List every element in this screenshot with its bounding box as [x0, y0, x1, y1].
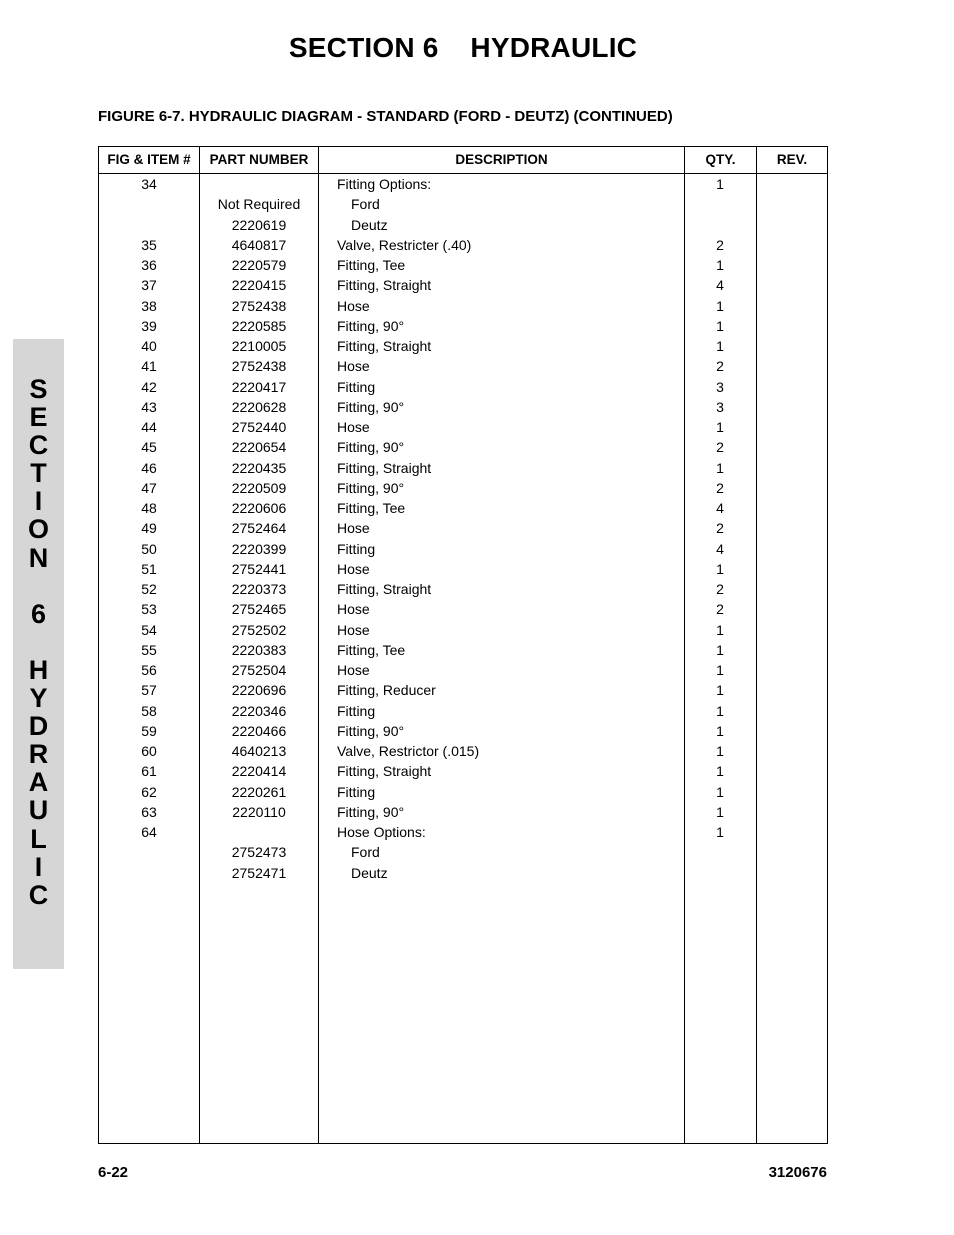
table-row	[99, 599, 827, 619]
page-number: 6-22	[98, 1164, 129, 1181]
cell-item-number: 58	[141, 702, 157, 719]
table-row	[99, 640, 827, 660]
cell-part-number: 2752440	[231, 419, 287, 435]
cell-description: Hose	[337, 601, 370, 618]
cell-description: Valve, Restricter (.40)	[337, 236, 472, 253]
table-row	[99, 660, 827, 680]
table-row	[99, 336, 827, 356]
cell-item-number: 39	[141, 317, 157, 334]
cell-description: Fitting, Straight	[337, 277, 432, 294]
cell-item-number: 45	[141, 439, 157, 456]
cell-item-number: 41	[141, 358, 157, 375]
figure-title: FIGURE 6-7. HYDRAULIC DIAGRAM - STANDARD (FORD - DEUTZ) (CONTINUED)	[98, 108, 673, 125]
cell-description: Fitting	[337, 702, 376, 719]
cell-item-number: 47	[141, 479, 157, 496]
cell-item-number: 53	[141, 601, 157, 618]
cell-item-number: 35	[141, 236, 157, 253]
cell-part-number: 2752464	[231, 520, 287, 537]
cell-description: Deutz	[351, 864, 388, 881]
cell-item-number: 64	[141, 824, 157, 840]
cell-part-number: Not Required	[217, 196, 301, 213]
cell-item-number: 46	[141, 459, 157, 476]
side-tab-letter: U	[28, 795, 49, 826]
cell-description: Fitting, 90°	[337, 317, 405, 334]
cell-qty: 1	[716, 763, 724, 780]
header-part-number: PART NUMBER	[209, 152, 309, 167]
side-tab-letter: S	[29, 374, 48, 404]
cell-part-number: 2220579	[231, 257, 287, 273]
cell-description: Hose	[337, 358, 370, 375]
cell-description: Hose	[337, 419, 370, 435]
cell-part-number: 2220399	[231, 540, 287, 557]
side-tab-letter: D	[28, 711, 49, 742]
header-description: DESCRIPTION	[455, 152, 548, 167]
cell-description: Fitting, 90°	[337, 803, 405, 820]
cell-part-number: 2220654	[231, 439, 287, 456]
cell-item-number: 48	[141, 500, 157, 516]
table-row	[99, 478, 827, 498]
cell-qty: 1	[716, 702, 724, 719]
cell-part-number: 2220585	[231, 317, 287, 334]
cell-qty: 1	[716, 662, 724, 678]
cell-qty: 2	[716, 479, 724, 496]
cell-qty: 2	[716, 439, 724, 456]
table-row	[99, 437, 827, 457]
cell-description: Fitting, 90°	[337, 439, 405, 456]
cell-qty: 1	[716, 783, 724, 800]
cell-item-number: 57	[141, 682, 157, 699]
cell-part-number: 2220346	[231, 702, 287, 719]
cell-part-number: 2220435	[231, 459, 287, 476]
cell-qty: 1	[716, 257, 724, 273]
cell-qty: 2	[716, 520, 724, 537]
cell-item-number: 59	[141, 722, 157, 739]
cell-description: Fitting	[337, 540, 376, 557]
cell-item-number: 44	[141, 419, 157, 435]
cell-part-number: 2752438	[231, 358, 287, 375]
cell-item-number: 49	[141, 520, 157, 537]
cell-item-number: 42	[141, 378, 157, 395]
cell-description: Fitting, Tee	[337, 500, 406, 516]
cell-part-number: 2220466	[231, 722, 287, 739]
cell-part-number: 2220606	[231, 500, 287, 516]
table-row	[99, 741, 827, 761]
table-row	[99, 417, 827, 437]
cell-part-number: 2752465	[231, 601, 287, 618]
cell-description: Fitting, Straight	[337, 581, 432, 597]
table-row	[99, 802, 827, 822]
cell-qty: 2	[716, 358, 724, 375]
cell-item-number: 63	[141, 803, 157, 820]
cell-part-number: 4640213	[231, 743, 287, 759]
cell-item-number: 50	[141, 540, 157, 557]
cell-description: Fitting	[337, 378, 376, 395]
table-row	[99, 498, 827, 518]
side-tab-letter: A	[28, 767, 49, 798]
cell-item-number: 56	[141, 662, 157, 678]
cell-description: Ford	[351, 196, 380, 213]
cell-description: Hose	[337, 520, 370, 537]
table-row	[99, 255, 827, 275]
table-row	[99, 579, 827, 599]
cell-description: Fitting, Tee	[337, 641, 406, 658]
cell-item-number: 61	[141, 763, 157, 780]
cell-qty: 1	[716, 338, 724, 354]
cell-part-number: 2210005	[231, 338, 287, 354]
table-body	[99, 174, 827, 883]
cell-qty: 2	[716, 601, 724, 618]
table-row	[99, 680, 827, 700]
side-tab-letter: C	[28, 879, 49, 910]
table-row	[99, 316, 827, 336]
header-item: FIG & ITEM #	[107, 152, 191, 167]
cell-qty: 1	[716, 317, 724, 334]
cell-qty: 1	[716, 459, 724, 476]
cell-qty: 1	[716, 419, 724, 435]
cell-qty: 1	[716, 641, 724, 658]
side-tab-letter: T	[30, 458, 47, 489]
page-title: SECTION 6 HYDRAULIC	[288, 32, 638, 63]
cell-description: Fitting, 90°	[337, 479, 405, 496]
table-row	[99, 397, 827, 417]
cell-description: Hose	[337, 662, 370, 678]
cell-description: Fitting	[337, 783, 376, 800]
cell-qty: 2	[716, 236, 724, 253]
table-row	[99, 235, 827, 255]
parts-table	[98, 146, 828, 1144]
cell-part-number: 2220414	[231, 763, 287, 780]
cell-item-number: 43	[141, 398, 157, 415]
cell-part-number: 2752473	[231, 844, 287, 861]
side-tab-letter: Y	[29, 683, 48, 714]
table-row	[99, 194, 827, 214]
cell-part-number: 2220417	[231, 378, 287, 395]
cell-item-number: 51	[141, 560, 157, 577]
side-tab-letter: E	[29, 402, 48, 433]
cell-item-number: 34	[141, 176, 157, 192]
cell-description: Fitting, Straight	[337, 338, 432, 354]
table-row	[99, 275, 827, 295]
table-row	[99, 174, 827, 194]
cell-qty: 4	[716, 277, 724, 294]
cell-description: Ford	[351, 844, 380, 861]
cell-description: Fitting Options:	[337, 176, 432, 192]
side-tab-letter: L	[30, 823, 47, 854]
cell-qty: 1	[716, 560, 724, 577]
cell-description: Fitting, 90°	[337, 398, 405, 415]
cell-part-number: 2220696	[231, 682, 287, 699]
cell-part-number: 2752502	[231, 621, 287, 638]
section-side-tab	[13, 339, 64, 969]
side-tab-letter: I	[34, 851, 43, 882]
table-row	[99, 761, 827, 781]
side-tab-letter: N	[28, 542, 49, 573]
cell-qty: 4	[716, 540, 724, 557]
cell-part-number: 2752504	[231, 662, 287, 678]
cell-description: Fitting, Straight	[337, 459, 432, 476]
cell-description: Fitting, Tee	[337, 257, 406, 273]
table-row	[99, 518, 827, 538]
cell-qty: 1	[716, 682, 724, 699]
table-row	[99, 822, 827, 842]
table-row	[99, 377, 827, 397]
side-tab-letter: C	[28, 430, 49, 461]
cell-qty: 4	[716, 500, 724, 516]
table-row	[99, 721, 827, 741]
table-row	[99, 863, 827, 883]
cell-item-number: 37	[141, 277, 157, 294]
cell-part-number: 2752438	[231, 297, 287, 314]
cell-description: Hose Options:	[337, 824, 426, 840]
cell-part-number: 4640817	[231, 236, 287, 253]
table-row	[99, 620, 827, 640]
cell-qty: 1	[716, 621, 724, 638]
table-row	[99, 296, 827, 316]
cell-part-number: 2220509	[231, 479, 287, 496]
cell-part-number: 2752471	[231, 864, 287, 881]
cell-qty: 2	[716, 581, 724, 597]
cell-item-number: 40	[141, 338, 157, 354]
side-tab-letters	[13, 375, 64, 909]
cell-part-number: 2752441	[231, 560, 287, 577]
side-tab-letter: 6	[30, 598, 47, 629]
cell-part-number: 2220619	[231, 216, 287, 233]
cell-qty: 3	[716, 398, 724, 415]
cell-item-number: 38	[141, 297, 157, 314]
side-tab-letter: R	[28, 739, 49, 770]
table-row	[99, 701, 827, 721]
cell-qty: 3	[716, 378, 724, 395]
cell-item-number: 52	[141, 581, 157, 597]
cell-qty: 1	[716, 176, 724, 192]
table-row	[99, 215, 827, 235]
table-row	[99, 458, 827, 478]
document-number: 3120676	[768, 1164, 827, 1181]
cell-description: Hose	[337, 621, 370, 638]
cell-description: Fitting, 90°	[337, 722, 405, 739]
cell-description: Deutz	[351, 216, 388, 233]
side-tab-letter: O	[27, 514, 49, 545]
cell-item-number: 36	[141, 257, 157, 273]
cell-item-number: 60	[141, 743, 157, 759]
cell-qty: 1	[716, 743, 724, 759]
table-row	[99, 842, 827, 862]
header-rev: REV.	[776, 152, 808, 167]
side-tab-letter: I	[34, 486, 43, 517]
cell-qty: 1	[716, 803, 724, 820]
cell-item-number: 54	[141, 621, 157, 638]
header-qty: QTY.	[705, 152, 736, 167]
cell-qty: 1	[716, 297, 724, 314]
cell-qty: 1	[716, 722, 724, 739]
cell-item-number: 55	[141, 641, 157, 658]
cell-description: Fitting, Straight	[337, 763, 432, 780]
table-row	[99, 356, 827, 376]
cell-description: Valve, Restrictor (.015)	[337, 743, 480, 759]
cell-part-number: 2220261	[231, 783, 287, 800]
cell-part-number: 2220110	[232, 803, 286, 820]
cell-description: Fitting, Reducer	[337, 682, 436, 699]
table-row	[99, 782, 827, 802]
cell-qty: 1	[716, 824, 724, 840]
side-tab-letter: H	[28, 654, 49, 685]
cell-part-number: 2220628	[231, 398, 287, 415]
cell-part-number: 2220373	[231, 581, 287, 597]
cell-part-number: 2220415	[231, 277, 287, 294]
cell-description: Hose	[337, 560, 370, 577]
cell-description: Hose	[337, 297, 370, 314]
table-row	[99, 559, 827, 579]
cell-part-number: 2220383	[231, 641, 287, 658]
cell-item-number: 62	[141, 783, 157, 800]
table-row	[99, 539, 827, 559]
